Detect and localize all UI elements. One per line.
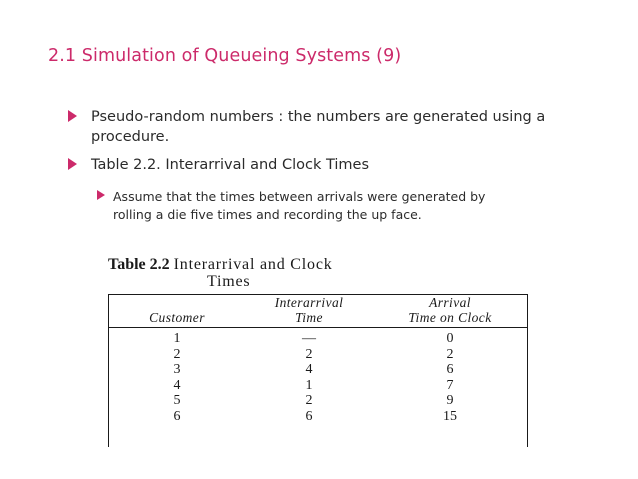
table-cell: 9 [446, 393, 454, 408]
header-cell: Arrival [429, 295, 471, 310]
bullet-text [91, 155, 369, 175]
bullet-line: rolling a die five times and recording the up face. [113, 207, 422, 222]
table-cell: 15 [443, 408, 457, 424]
bullet-table-ref [68, 155, 608, 175]
bullet-line: Pseudo-random numbers : the numbers are generated using a [91, 109, 546, 125]
table-cell: 7 [446, 377, 454, 393]
table-header-row [109, 295, 527, 310]
header-cell [109, 295, 245, 310]
table-row [109, 328, 527, 347]
table-cell: 4 [173, 377, 181, 393]
table-cell: 4 [305, 362, 313, 377]
sub-bullet-arrow-icon [97, 190, 105, 200]
table-cell: 2 [173, 346, 181, 362]
table-cell: 3 [173, 362, 181, 377]
table-row [109, 409, 527, 425]
bullet-pseudo-random [68, 107, 608, 147]
table-header-row [109, 310, 527, 328]
bullet-line: procedure. [91, 129, 170, 145]
table-cell: — [302, 331, 316, 346]
sub-bullet-assume [97, 188, 567, 224]
table-row [109, 362, 527, 378]
table-row [109, 393, 527, 409]
table-caption-title-cont: Times [207, 273, 251, 290]
bullet-arrow-icon [68, 110, 77, 122]
bullet-text [91, 107, 545, 147]
table-cell: 0 [446, 331, 454, 346]
table-caption-number: Table 2.2 [108, 256, 170, 273]
table-cell: 6 [173, 408, 181, 424]
table-cell: 2 [305, 346, 313, 362]
table-cell: 6 [305, 408, 313, 424]
table-caption [108, 256, 333, 274]
bullet-arrow-icon [68, 158, 77, 170]
table-cell: 1 [305, 377, 313, 393]
table-cell: 6 [446, 362, 454, 377]
table-frame [108, 294, 528, 447]
header-cell: Time [245, 310, 373, 328]
sub-bullet-text [113, 188, 485, 224]
header-cell: Time on Clock [373, 310, 527, 328]
table-caption-title: Interarrival and Clock [173, 256, 333, 273]
table-cell: 1 [173, 331, 181, 346]
table-row [109, 378, 527, 394]
slide-title: 2.1 Simulation of Queueing Systems (9) [48, 46, 402, 66]
table-row [109, 347, 527, 363]
bullet-line: Table 2.2. Interarrival and Clock Times [91, 157, 370, 173]
table-cell: 5 [173, 393, 181, 408]
interarrival-table [109, 295, 527, 424]
header-cell: Customer [109, 310, 245, 328]
bullet-line: Assume that the times between arrivals were generated by [113, 189, 486, 204]
table-cell: 2 [305, 393, 313, 408]
header-cell: Interarrival [274, 295, 344, 310]
table-figure [108, 256, 526, 446]
table-cell: 2 [446, 346, 454, 362]
